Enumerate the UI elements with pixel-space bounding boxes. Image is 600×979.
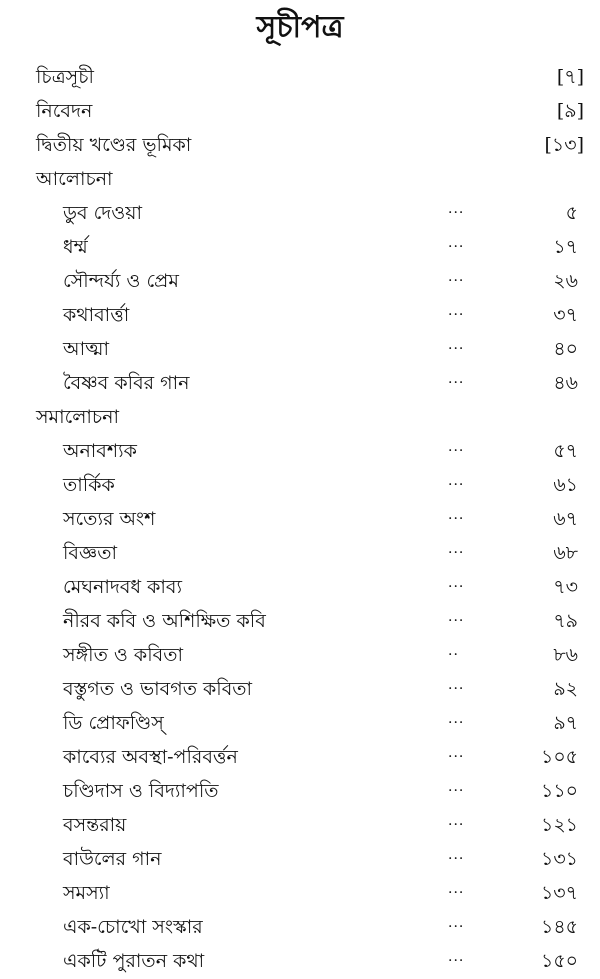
leader-dots: ···: [448, 579, 465, 595]
entry-page: [৯]: [556, 100, 584, 122]
entry-page: ১৪৫: [541, 916, 578, 938]
entry-page: ১০৫: [540, 746, 578, 768]
leader-dots: ···: [448, 613, 465, 629]
toc-entry[interactable]: [0, 366, 600, 400]
toc-entry[interactable]: [0, 944, 600, 978]
toc-entry[interactable]: [0, 502, 600, 536]
leader-dots: ···: [448, 817, 465, 833]
entry-title: চণ্ডিদাস ও বিদ্যাপতি: [63, 780, 219, 802]
toc-entry[interactable]: [0, 60, 600, 94]
entry-title: আত্মা: [63, 338, 109, 360]
entry-page: ১৩১: [540, 848, 578, 870]
leader-dots: ···: [448, 307, 465, 323]
entry-page: ৪৬: [553, 372, 578, 394]
entry-title: সৌন্দর্য্য ও প্রেম: [63, 270, 179, 292]
page-title: সূচীপত্র: [256, 10, 344, 45]
entry-page: ৭৩: [553, 576, 578, 598]
toc-entry[interactable]: [0, 196, 600, 230]
leader-dots: ···: [448, 681, 465, 697]
leader-dots: ···: [448, 239, 465, 255]
leader-dots: ···: [448, 443, 465, 459]
entry-page: ৬৭: [553, 508, 578, 530]
entry-title: ধর্ম্ম: [63, 236, 88, 258]
toc-entry[interactable]: [0, 570, 600, 604]
entry-title: চিত্রসূচী: [36, 66, 94, 88]
entry-page: ৯৭: [553, 712, 578, 734]
leader-dots: ···: [448, 545, 465, 561]
toc-entry[interactable]: [0, 774, 600, 808]
toc-entry[interactable]: [0, 434, 600, 468]
leader-dots: ···: [448, 953, 465, 969]
entry-page: ৫: [565, 202, 578, 224]
section-title: সমালোচনা: [36, 406, 120, 428]
leader-dots: ···: [448, 205, 465, 221]
entry-title: নিবেদন: [36, 100, 93, 122]
entry-title: বিজ্ঞতা: [63, 542, 117, 564]
entry-page: ৩৭: [553, 304, 578, 326]
entry-page: ৪০: [553, 338, 578, 360]
entry-page: ১৫০: [540, 950, 578, 972]
entry-title: বাউলের গান: [63, 848, 162, 870]
entry-page: ৯২: [553, 678, 578, 700]
entry-page: ১২১: [540, 814, 578, 836]
entry-page: ৬১: [553, 474, 578, 496]
leader-dots: ···: [448, 715, 465, 731]
entry-title: বৈষ্ণব কবির গান: [63, 372, 190, 394]
leader-dots: ···: [448, 851, 465, 867]
entry-title: তার্কিক: [63, 474, 115, 496]
entry-title: মেঘনাদবধ কাব্য: [63, 576, 182, 598]
entry-page: [১৩]: [544, 134, 584, 156]
toc-entry[interactable]: [0, 604, 600, 638]
entry-page: ১৩৭: [540, 882, 578, 904]
leader-dots: ···: [448, 749, 465, 765]
toc-entry[interactable]: [0, 264, 600, 298]
leader-dots: ···: [448, 885, 465, 901]
entry-title: সমস্যা: [63, 882, 110, 904]
entry-page: ১৭: [553, 236, 578, 258]
toc-entry[interactable]: [0, 638, 600, 672]
leader-dots: ···: [448, 783, 465, 799]
entry-title: বসন্তরায়: [63, 814, 127, 836]
entry-title: একটি পুরাতন কথা: [63, 950, 205, 972]
entry-title: ডি প্রোফণ্ডিস্: [63, 712, 164, 734]
toc-entry[interactable]: [0, 536, 600, 570]
section-title: আলোচনা: [36, 168, 113, 190]
entry-title: ডুব দেওয়া: [63, 202, 142, 224]
entry-page: ৮৬: [553, 644, 578, 666]
entry-page: ১১০: [540, 780, 578, 802]
entry-title: কথাবার্ত্তা: [63, 304, 130, 326]
entry-page: ৭৯: [553, 610, 578, 632]
entry-title: কাব্যের অবস্থা-পরিবর্ত্তন: [63, 746, 238, 768]
toc-entry[interactable]: [0, 808, 600, 842]
entry-title: দ্বিতীয় খণ্ডের ভূমিকা: [36, 134, 192, 156]
toc-entry[interactable]: [0, 94, 600, 128]
toc-entry[interactable]: [0, 706, 600, 740]
leader-dots: ···: [448, 341, 465, 357]
table-of-contents: [0, 60, 600, 978]
section-heading: [0, 162, 600, 196]
entry-page: ৬৮: [553, 542, 578, 564]
toc-entry[interactable]: [0, 128, 600, 162]
entry-title: এক-চোখো সংস্কার: [63, 916, 203, 938]
section-heading: [0, 400, 600, 434]
leader-dots: ···: [448, 273, 465, 289]
entry-page: ৫৭: [553, 440, 578, 462]
leader-dots: ···: [448, 511, 465, 527]
entry-title: সত্যের অংশ: [63, 508, 156, 530]
toc-entry[interactable]: [0, 468, 600, 502]
entry-title: সঙ্গীত ও কবিতা: [63, 644, 183, 666]
leader-dots: ···: [448, 375, 465, 391]
leader-dots: ··: [448, 647, 459, 663]
toc-entry[interactable]: [0, 332, 600, 366]
entry-title: নীরব কবি ও অশিক্ষিত কবি: [63, 610, 266, 632]
toc-entry[interactable]: [0, 672, 600, 706]
toc-entry[interactable]: [0, 298, 600, 332]
toc-entry[interactable]: [0, 910, 600, 944]
entry-title: অনাবশ্যক: [63, 440, 137, 462]
entry-page: [৭]: [556, 66, 584, 88]
leader-dots: ···: [448, 919, 465, 935]
toc-entry[interactable]: [0, 740, 600, 774]
toc-entry[interactable]: [0, 230, 600, 264]
leader-dots: ···: [448, 477, 465, 493]
entry-title: বস্তুগত ও ভাবগত কবিতা: [63, 678, 253, 700]
entry-page: ২৬: [553, 270, 578, 292]
toc-entry[interactable]: [0, 876, 600, 910]
toc-entry[interactable]: [0, 842, 600, 876]
